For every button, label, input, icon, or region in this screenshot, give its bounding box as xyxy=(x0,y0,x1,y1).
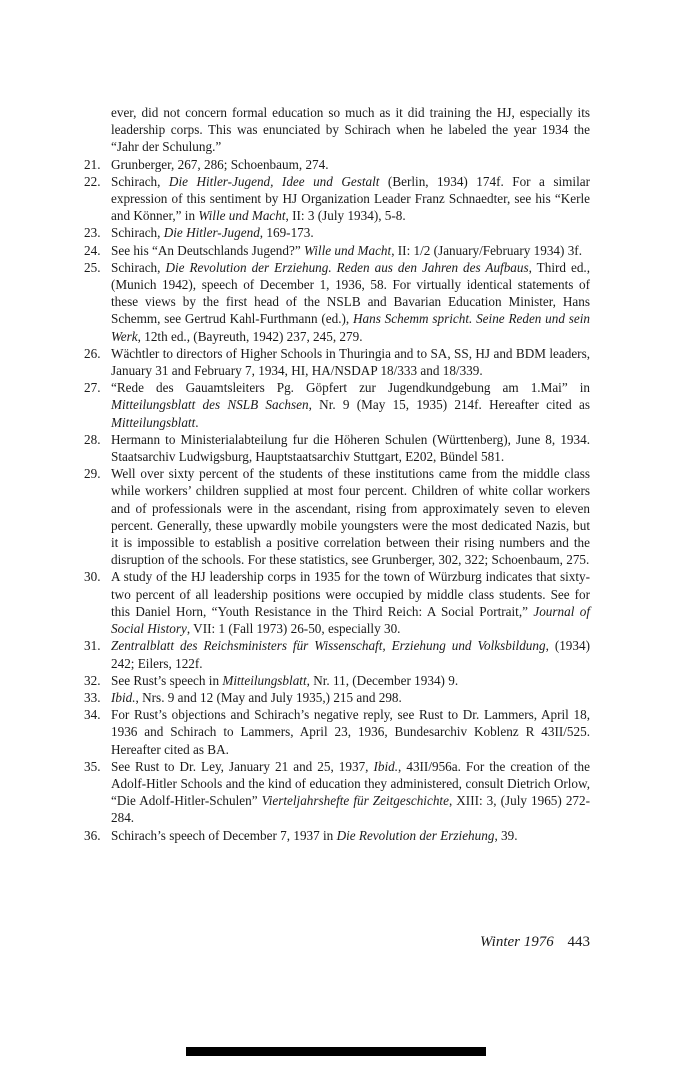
endnote-title-italic: Die Revolution der Erziehung xyxy=(336,827,495,843)
endnote-number: 24. xyxy=(84,242,101,258)
endnote xyxy=(84,224,590,241)
endnote-number: 27. xyxy=(84,380,101,396)
endnote-title-italic: Wille und Macht xyxy=(198,208,286,224)
endnote-text-run: A study of the HJ leadership corps in 1935 for the town of Würzburg indicates that sixty-two percent of all leadership positions were occupied by middle class students. See for this Daniel Horn, “Youth Resistance in the Third Reich: A Social Portrait,” xyxy=(111,569,590,619)
endnote-text-run: Schirach, xyxy=(111,173,169,189)
endnote-text xyxy=(111,173,590,225)
scan-edge-bar xyxy=(186,1047,486,1056)
endnote-number: 34. xyxy=(84,707,101,723)
endnote-text-run: Grunberger, 267, 286; Schoenbaum, 274. xyxy=(111,156,329,172)
endnote-text-run: See his “An Deutschlands Jugend?” xyxy=(111,242,305,258)
endnote-text-run: “Rede des Gauamtsleiters Pg. Göpfert zur Jugendkundgebung am 1.Mai” in xyxy=(111,380,590,396)
endnote-title-italic: Mitteilungsblatt xyxy=(111,414,196,430)
footer-journal-issue: Winter 1976 xyxy=(480,934,554,950)
endnote-title-italic: Mitteilungsblatt des NSLB Sachsen xyxy=(111,397,309,413)
endnote-number: 30. xyxy=(84,569,101,585)
endnote-title-italic: Journal of Social History xyxy=(111,603,590,637)
endnote xyxy=(84,706,590,758)
endnote-text-run: See Rust to Dr. Ley, January 21 and 25, 1937, xyxy=(111,758,374,774)
endnote xyxy=(84,465,590,568)
endnote-number: 32. xyxy=(84,672,101,688)
endnote-text-run: , (1934) 242; Eilers, 122f. xyxy=(111,638,590,671)
endnote-text-run: , II: 1/2 (January/February 1934) 3f. xyxy=(391,242,582,258)
endnote-text xyxy=(111,672,590,689)
endnote xyxy=(84,379,590,431)
endnote-text-run: Hermann to Ministerialabteilung fur die Höheren Schulen (Württenberg), June 8, 1934. Staatsarchiv Ludwigsburg, Hauptstaatsarchiv Stuttgart, E202, Bündel 581. xyxy=(111,431,590,465)
endnote xyxy=(84,827,590,844)
endnote-text-run: (Berlin, 1934) 174f. For a similar expression of this sentiment by HJ Organization Leader Franz Schnaedter, see his “Kerle and Könner,” in xyxy=(111,173,591,224)
endnote xyxy=(84,345,590,379)
endnote xyxy=(84,568,590,637)
endnote-title-italic: Hans Schemm spricht. Seine Reden und sein Werk xyxy=(111,311,591,344)
endnote-text-run: Wächtler to directors of Higher Schools in Thuringia and to SA, SS, HJ and BDM leaders, January 31 and February 7, 1934, HI, HA/NSDAP 18/333 and 18/339. xyxy=(111,345,590,379)
endnote-text xyxy=(111,156,590,173)
endnote xyxy=(84,242,590,259)
scan-edge-notch xyxy=(424,1056,486,1062)
endnote xyxy=(84,173,590,225)
endnote-text-run: , 43II/956a. For the creation of the Adolf-Hitler Schools and the kind of education they administered, consult Dietrich Orlow, “Die Adolf-Hitler-Schulen” xyxy=(111,758,590,809)
endnote xyxy=(84,672,590,689)
endnote-text xyxy=(111,379,590,431)
endnote-text-run: For Rust’s objections and Schirach’s negative reply, see Rust to Dr. Lammers, April 18, 1936 and Schirach to Lammers, April 23, 1936, Bundesarchiv Koblenz R 43II/525. Hereafter cited as BA. xyxy=(111,707,590,757)
endnote xyxy=(84,758,590,827)
endnote-text-run: Schirach’s speech of December 7, 1937 in xyxy=(111,827,337,843)
endnote-number: 31. xyxy=(84,638,101,654)
endnote-number: 36. xyxy=(84,827,101,843)
endnote-text-run: Well over sixty percent of the students of these institutions came from the middle class while workers’ children supplied at most four percent. Children of white collar workers and of professionals were in the ascendant, rising from approximately seven to eleven percent. Generally, these upwardly mobile youngsters were the most dedicated Nazis, but it is impossible to establish a positive correlation between their rising numbers and the disruption of the schools. For these statistics, see Grunberger, 302, 322; Schoenbaum, 275. xyxy=(111,466,590,568)
endnote-text xyxy=(111,259,590,345)
endnote-title-italic: Die Hitler-Jugend xyxy=(163,225,260,241)
endnote xyxy=(84,637,590,671)
endnote-text-run: Schirach, xyxy=(111,259,166,275)
endnote-number: 22. xyxy=(84,173,101,189)
endnote-text-run: , VII: 1 (Fall 1973) 26-50, especially 30. xyxy=(186,621,401,637)
endnote xyxy=(84,156,590,173)
endnote-title-italic: Wille und Macht xyxy=(304,242,392,258)
endnote-text xyxy=(111,431,590,465)
page-footer xyxy=(480,934,590,951)
endnote-number: 29. xyxy=(84,466,101,482)
endnote-number: 35. xyxy=(84,758,101,774)
endnote-text xyxy=(111,758,590,827)
endnote-title-italic: Vierteljahrshefte für Zeitgeschichte xyxy=(261,793,449,809)
notes-container xyxy=(84,156,590,844)
endnote xyxy=(84,689,590,706)
endnote xyxy=(84,431,590,465)
endnote-text xyxy=(111,827,590,844)
endnote-text-run: , XIII: 3, (July 1965) 272-284. xyxy=(111,793,590,826)
endnote-text-run: , Nr. 11, (December 1934) 9. xyxy=(306,672,459,688)
endnote-number: 25. xyxy=(84,259,101,275)
endnote-text-run: . xyxy=(195,414,199,430)
endnote-text xyxy=(111,706,590,758)
endnote-text xyxy=(111,689,590,706)
endnote-text xyxy=(111,637,590,671)
endnote-text xyxy=(111,465,590,568)
endnote-text-run: , Third ed., (Munich 1942), speech of December 1, 1936, 58. For virtually identical statements of these views by the first head of the NSLB and Bavarian Education Minister, Hans Schemm, see Gertrud Kahl-Furthmann (ed.), xyxy=(111,259,591,327)
endnote-number: 23. xyxy=(84,225,101,241)
endnote-text xyxy=(111,568,590,637)
page-number: 443 xyxy=(567,934,590,950)
endnote-title-italic: Die Hitler-Jugend, Idee und Gestalt xyxy=(168,173,380,189)
endnote-text-run: , Nrs. 9 and 12 (May and July 1935,) 215 and 298. xyxy=(135,689,402,705)
endnote-text-run: , 169-173. xyxy=(259,225,314,241)
endnote-text-run: , 39. xyxy=(494,827,518,843)
endnote-text xyxy=(111,224,590,241)
endnote-title-italic: Zentralblatt des Reichsministers für Wissenschaft, Erziehung und Volksbildung xyxy=(111,638,546,654)
endnote-title-italic: Die Revolution der Erziehung. Reden aus den Jahren des Aufbaus xyxy=(165,259,529,275)
endnote xyxy=(84,259,590,345)
endnote-text-run: , 12th ed., (Bayreuth, 1942) 237, 245, 279. xyxy=(137,328,363,344)
note-continuation: ever, did not concern formal education so much as it did training the HJ, especially its leadership corps. This was enunciated by Schirach when he labeled the year 1934 the “Jahr der Schulung.” xyxy=(111,105,590,155)
endnote-number: 26. xyxy=(84,345,101,361)
endnote-title-italic: Mitteilungsblatt xyxy=(222,672,307,688)
endnote-number: 21. xyxy=(84,156,101,172)
endnotes-list xyxy=(84,104,590,844)
endnote-number: 28. xyxy=(84,431,101,447)
endnote-text xyxy=(111,242,590,259)
endnote-text-run: Schirach, xyxy=(111,225,164,241)
endnote-text xyxy=(111,345,590,379)
endnote-text-run: , II: 3 (July 1934), 5-8. xyxy=(285,208,406,224)
endnote-title-italic: Ibid. xyxy=(373,758,399,774)
endnote-text-run: , Nr. 9 (May 15, 1935) 214f. Hereafter cited as xyxy=(308,397,590,413)
endnote-number: 33. xyxy=(84,689,101,705)
endnote-text-run: See Rust’s speech in xyxy=(111,672,223,688)
endnote-title-italic: Ibid. xyxy=(111,689,136,705)
